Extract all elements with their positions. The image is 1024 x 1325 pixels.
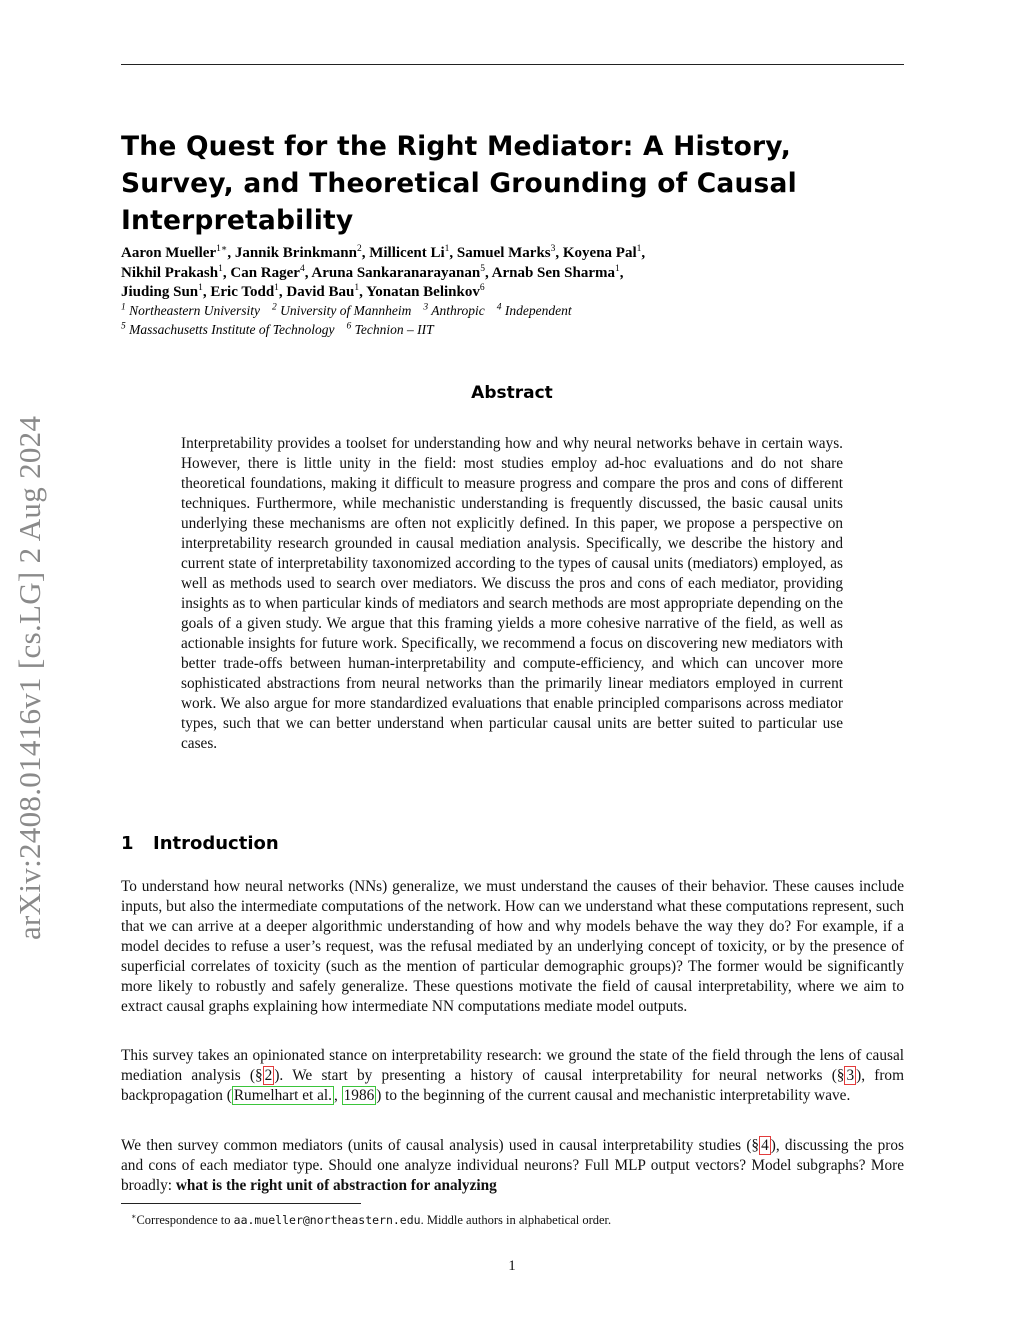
author-name: Eric Todd: [210, 284, 275, 300]
affiliation-mark: 1: [121, 302, 126, 313]
author-affiliation-mark: 1: [198, 283, 203, 293]
intro-paragraph-2: [121, 1046, 904, 1106]
affiliation-name: University of Mannheim: [276, 303, 412, 318]
author-affiliation-mark: 1: [444, 244, 450, 254]
footnote-mark: ∗: [131, 1212, 137, 1221]
text-run: ), from backpropagation (: [121, 1067, 904, 1104]
author-affiliation-mark: 1: [636, 244, 642, 254]
author-name: Samuel Marks: [456, 245, 551, 261]
author-affiliation-mark: 1∗: [216, 244, 228, 254]
section-number: 1: [121, 833, 134, 854]
author-affiliation-mark: 1: [274, 283, 279, 293]
intro-paragraph-3: [121, 1136, 904, 1196]
author-affiliation-mark: 4: [299, 263, 305, 274]
text-run: . Middle authors in alphabetical order.: [420, 1213, 612, 1228]
section-ref-link[interactable]: 4: [761, 1137, 769, 1154]
header-rule: [121, 64, 904, 65]
abstract-text: Interpretability provides a toolset for understanding how and why neural networks behave in certain ways. However, there is little unity in the field: most studies employ ad-hoc evaluations and do not share theoretical foundations, making it difficult to measure progress and compare the pros and cons of different techniques. Furthermore, while mechanistic understanding is frequently discussed, the basic causal units underlying these mechanisms are often not explicitly defined. In this paper, we propose a perspective on interpretability research grounded in causal mediation analysis. Specifically, we describe the history and current state of interpretability taxonomized according to the types of causal units (mediators) employed, as well as methods used to search over mediators. We discuss the pros and cons of each mediator, providing insights as to when particular kinds of mediators and search methods are most appropriate depending on the goals of a given study. We argue that this framing yields a more cohesive narrative of the field, as well as actionable insights for future work. Specifically, we recommend a focus on discovering new mediators with better trade-offs between human-interpretability and compute-efficiency, and which can uncover more sophisticated abstractions from neural networks than the primarily linear mediators employed in current work. We also argue for more standardized evaluations that enable principled comparisons across mediator types, such that we can better understand when particular causal units are better suited to particular use cases.: [181, 435, 843, 752]
affiliation-name: Technion – IIT: [351, 322, 434, 337]
author-affiliation-mark: 1: [354, 283, 360, 293]
citation-year-link[interactable]: 1986: [343, 1087, 375, 1104]
author-affiliation-mark: 6: [479, 283, 485, 293]
footnote: [131, 1208, 901, 1229]
author-name: Aruna Sankaranarayanan: [311, 264, 481, 281]
paper-title: The Quest for the Right Mediator: A History, Survey, and Theoretical Grounding of Causal Interpretability: [121, 131, 797, 236]
affiliation-mark: 5: [121, 321, 126, 332]
author-affiliation-mark: 3: [550, 244, 556, 254]
author-name: Nikhil Prakash: [121, 264, 219, 281]
affiliation-name: Anthropic: [428, 303, 485, 318]
affiliation-name: Independent: [501, 303, 572, 318]
emphasis-text: what is the right unit of abstraction for analyzing: [175, 1177, 497, 1194]
intro-paragraph-1: To understand how neural networks (NNs) generalize, we must understand the causes of their behavior. These causes include inputs, but also the intermediate computations of the network. How can we understand what these computations represent, such that we can arrive at a deeper algorithmic understanding of how and why models behave the way they do? For example, if a model decides to refuse a user’s request, was the refusal mediated by an underlying concept of toxicity, or by the presence of superficial correlates of toxicity (such as the mention of particular demographic groups)? The former would be significantly more likely to robustly and safely generalize. These questions motivate the field of causal interpretability, where we aim to extract causal graphs explaining how intermediate NN computations mediate model outputs.: [121, 878, 904, 1015]
text-run: Correspondence to: [136, 1213, 234, 1228]
section-ref-link[interactable]: 2: [264, 1067, 273, 1084]
text-run: We then survey common mediators (units of causal analysis) used in causal interpretability studies (§: [121, 1137, 760, 1154]
affiliation-mark: 3: [423, 302, 429, 313]
affiliation-name: Northeastern University: [125, 303, 260, 318]
page-number: 1: [508, 1258, 516, 1274]
affiliation-mark: 6: [346, 321, 352, 332]
affiliations-line-2: [121, 320, 911, 339]
text-run: ). We start by presenting a history of causal interpretability for neural networks (§: [274, 1067, 845, 1084]
section-ref-link[interactable]: 3: [846, 1067, 855, 1084]
author-name: Yonatan Belinkov: [366, 284, 480, 300]
author-affiliation-mark: 5: [480, 263, 485, 274]
affiliation-mark: 2: [272, 302, 277, 313]
author-affiliation-mark: 1: [218, 263, 223, 274]
author-name: Koyena Pal: [562, 245, 637, 261]
affiliation-name: Massachusetts Institute of Technology: [125, 322, 335, 337]
text-run: ,: [333, 1087, 342, 1104]
affiliations-line-1: [121, 301, 911, 320]
author-name: Millicent Li: [369, 245, 445, 261]
affiliations: [121, 301, 911, 339]
author-name: Aaron Mueller: [121, 245, 217, 261]
citation-link[interactable]: Rumelhart et al.: [233, 1087, 332, 1104]
text-run: ), discussing the pros and cons of each mediator type. Should one analyze individual neurons? Full MLP output vectors? Model subgraphs? More broadly:: [121, 1137, 904, 1194]
section-title: Introduction: [153, 833, 279, 854]
email-link[interactable]: aa.mueller@northeastern.edu: [233, 1213, 421, 1228]
author-affiliation-mark: 2: [356, 244, 362, 254]
author-name: Can Rager: [230, 264, 300, 281]
author-list: Aaron Mueller$^{1∗}$, Jannik Brinkmann$^2$, Millicent Li$^1$, Samuel Marks$^3$, Koyena Pal$^1$, Nikhil Prakash$^1$, Can Rager$^4$, Aruna Sankaranarayanan$^5$, Arnab Sen Sharma$^1$, Jiuding Sun$^1$, Eric Todd$^1$, David Bau$^1$, Yonatan Belinkov$^6$: [121, 244, 646, 300]
author-name: David Bau: [286, 284, 355, 300]
affiliation-mark: 4: [496, 302, 502, 313]
text-run: ) to the beginning of the current causal and mechanistic interpretability wave.: [376, 1087, 851, 1104]
author-affiliation-mark: 1: [614, 263, 620, 274]
author-name: Jannik Brinkmann: [234, 245, 357, 261]
author-name: Jiuding Sun: [121, 284, 199, 300]
author-name: Arnab Sen Sharma: [491, 264, 615, 281]
abstract-heading: Abstract: [471, 383, 553, 403]
footnote-rule: [121, 1203, 361, 1204]
arxiv-identifier[interactable]: arXiv:2408.01416v1 [cs.LG] 2 Aug 2024: [12, 415, 47, 940]
text-run: This survey takes an opinionated stance on interpretability research: we ground the state of the field through the lens of causal mediation analysis (§: [121, 1047, 904, 1084]
section-heading-introduction: [121, 833, 279, 854]
